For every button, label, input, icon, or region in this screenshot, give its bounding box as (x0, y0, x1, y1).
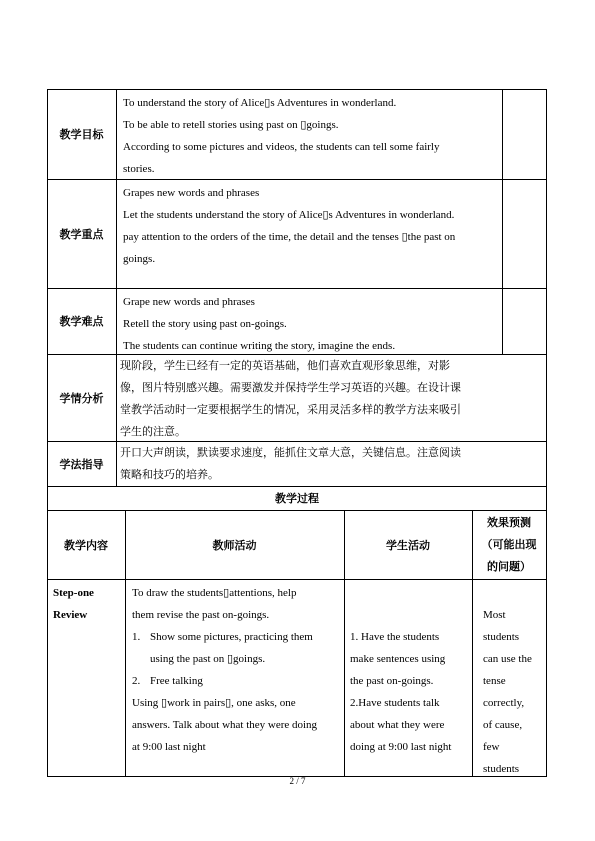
process-title: 教学过程 (275, 492, 319, 505)
objectives-text (123, 92, 503, 180)
row-label-difficulties: 教学难点 (59, 315, 104, 328)
row-label-objectives: 教学目标 (59, 128, 104, 141)
student-line: make sentences using (350, 653, 446, 665)
effect-line: tense (483, 675, 506, 687)
difficulties-text (123, 291, 503, 357)
objectives-line: To be able to retell stories using past on ▯goings. (123, 119, 339, 131)
row-label-key-points: 教学重点 (59, 227, 104, 241)
header-effect (472, 510, 546, 579)
header-student: 学生活动 (386, 538, 430, 552)
student-analysis-line: 现阶段，学生已经有一定的英语基础，他们喜欢直观形象思维，对影 (120, 359, 450, 372)
teacher-activity (132, 582, 344, 758)
list-number: 2. (132, 675, 141, 687)
difficulties-line: Grape new words and phrases (123, 296, 255, 308)
study-guidance-text (120, 442, 544, 486)
teacher-line: Using ▯work in pairs▯, one asks, one (132, 697, 296, 709)
objectives-line: To understand the story of Alice▯s Adventures in wonderland. (123, 97, 397, 109)
effect-line: can use the (483, 653, 532, 665)
teacher-list-item (132, 670, 344, 692)
key-points-line: Let the students understand the story of Alice▯s Adventures in wonderland. (123, 209, 455, 221)
student-analysis-line: 堂教学活动时一定要根据学生的情况，采用灵活多样的教学方法来吸引 (120, 403, 461, 416)
row-label-student-analysis: 学情分析 (59, 391, 104, 405)
effect-line: correctly, (483, 697, 525, 709)
student-line: about what they were (350, 719, 445, 731)
objectives-line: According to some pictures and videos, the students can tell some fairly (123, 141, 440, 153)
student-analysis-line: 像，图片特别感兴趣。需要激发并保持学生学习英语的兴趣。在设计课 (120, 381, 461, 394)
effect-line: Most (483, 609, 506, 621)
header-content: 教学内容 (64, 538, 108, 552)
teacher-line: answers. Talk about what they were doing (132, 719, 318, 731)
teacher-line: Show some pictures, practicing them (150, 631, 313, 643)
key-points-line: Grapes new words and phrases (123, 187, 260, 199)
key-points-text (123, 182, 503, 270)
student-line: the past on-goings. (350, 675, 434, 687)
header-effect-line: 的问题） (487, 559, 531, 573)
effect-line: few (483, 741, 500, 753)
step-title (53, 582, 123, 626)
effect-prediction (483, 604, 545, 780)
effect-line: students (483, 763, 520, 775)
student-line: doing at 9:00 last night (350, 741, 452, 753)
teacher-line: at 9:00 last night (132, 741, 206, 753)
study-guidance-line: 开口大声朗读，默读要求速度，能抓住文章大意，关键信息。注意阅读 (120, 446, 461, 459)
effect-line: of cause, (483, 719, 523, 731)
teacher-line: Free talking (150, 675, 203, 687)
key-points-line: goings. (123, 253, 156, 265)
step-title-line: Review (53, 609, 88, 621)
list-number: 1. (132, 631, 141, 643)
student-line: 2.Have students talk (350, 697, 440, 709)
header-teacher: 教师活动 (212, 538, 257, 552)
teacher-line: them revise the past on-goings. (132, 609, 270, 621)
header-effect-line: 效果预测 (487, 515, 531, 529)
student-activity (350, 626, 472, 758)
teacher-list-item (132, 626, 344, 648)
student-analysis-text (120, 355, 544, 443)
key-points-line: pay attention to the orders of the time, the detail and the tenses ▯the past on (123, 231, 456, 243)
row-label-study-guidance: 学法指导 (59, 457, 104, 471)
teacher-line: To draw the students▯attentions, help (132, 587, 297, 599)
study-guidance-line: 策略和技巧的培养。 (120, 468, 219, 481)
student-analysis-line: 学生的注意。 (120, 425, 186, 438)
teacher-line: using the past on ▯goings. (150, 653, 266, 665)
effect-line: students (483, 631, 520, 643)
page-number: 2 / 7 (289, 776, 306, 786)
difficulties-line: Retell the story using past on-goings. (123, 318, 287, 330)
student-line: 1. Have the students (350, 631, 440, 643)
step-title-line: Step-one (53, 587, 94, 599)
header-effect-line: （可能出现 (481, 537, 537, 551)
objectives-line: stories. (123, 163, 155, 175)
difficulties-line: The students can continue writing the story, imagine the ends. (123, 340, 396, 352)
